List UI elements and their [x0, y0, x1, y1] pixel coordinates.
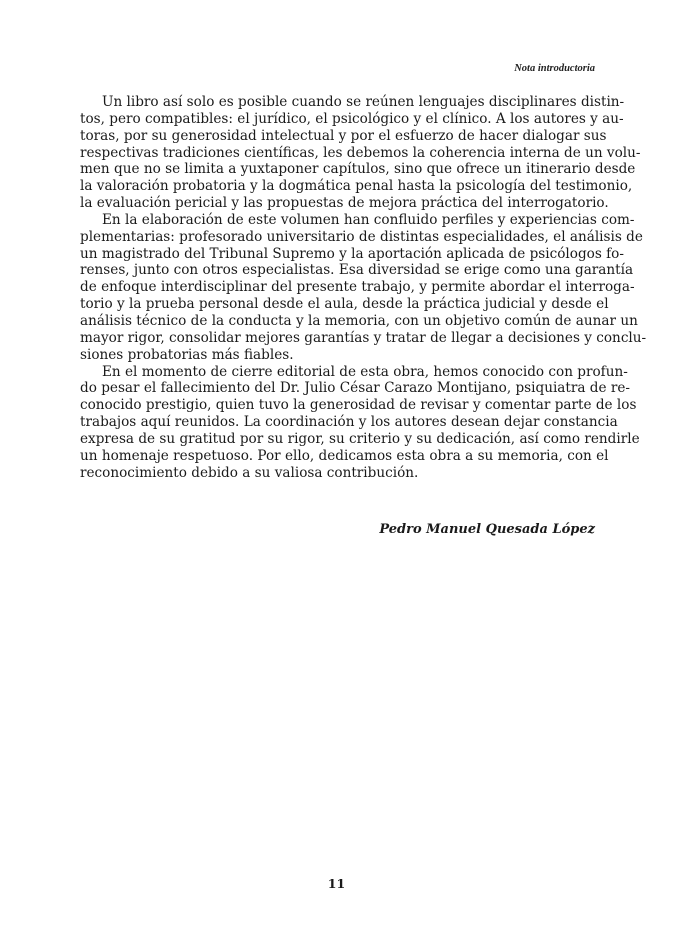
text-line: renses, junto con otros especialistas. Esa diversidad se erige como una garantía — [80, 262, 634, 279]
text-line: la valoración probatoria y la dogmática penal hasta la psicología del testimonio, — [80, 178, 633, 195]
paragraph-1 — [80, 94, 641, 212]
text-line: do pesar el fallecimiento del Dr. Julio César Carazo Montijano, psiquiatra de re- — [80, 380, 630, 397]
paragraph-2 — [80, 211, 647, 364]
text-line: men que no se limita a yuxtaponer capítulos, sino que ofrece un itinerario desde — [80, 161, 636, 178]
body-text — [80, 94, 647, 481]
text-line: Un libro así solo es posible cuando se reúnen lenguajes disciplinares distin- — [102, 94, 625, 110]
text-line: respectivas tradiciones científicas, les debemos la coherencia interna de un volu- — [80, 144, 641, 161]
text-line: En la elaboración de este volumen han confluido perfiles y experiencias com- — [102, 211, 635, 228]
text-line: torio y la prueba personal desde el aula, desde la práctica judicial y desde el — [80, 296, 609, 313]
text-line: trabajos aquí reunidos. La coordinación y los autores desean dejar constancia — [80, 414, 618, 431]
text-line: conocido prestigio, quien tuvo la generosidad de revisar y comentar parte de los — [80, 397, 637, 414]
text-line: reconocimiento debido a su valiosa contribución. — [80, 464, 419, 481]
text-line: tos, pero compatibles: el jurídico, el psicológico y el clínico. A los autores y au- — [80, 110, 624, 127]
paragraph-3 — [80, 363, 640, 482]
text-line: mayor rigor, consolidar mejores garantías y tratar de llegar a decisiones y conclu- — [80, 329, 647, 346]
running-header: Nota introductoria — [514, 63, 595, 74]
text-line: siones probatorias más fiables. — [80, 346, 294, 363]
text-line: En el momento de cierre editorial de esta obra, hemos conocido con profun- — [102, 363, 628, 380]
text-line: plementarias: profesorado universitario de distintas especialidades, el análisis de — [80, 228, 643, 245]
text-line: análisis técnico de la conducta y la memoria, con un objetivo común de aunar un — [80, 312, 638, 329]
text-line: expresa de su gratitud por su rigor, su criterio y su dedicación, así como rendirle — [80, 430, 640, 447]
text-line: un homenaje respetuoso. Por ello, dedicamos esta obra a su memoria, con el — [80, 447, 609, 464]
text-line: de enfoque interdisciplinar del presente trabajo, y permite abordar el interroga- — [80, 279, 635, 296]
text-line: la evaluación pericial y las propuestas de mejora práctica del interrogatorio. — [80, 195, 609, 212]
author-signature: Pedro Manuel Quesada López — [379, 522, 595, 537]
page-number: 11 — [327, 876, 346, 891]
text-line: toras, por su generosidad intelectual y por el esfuerzo de hacer dialogar sus — [80, 127, 607, 144]
text-line: un magistrado del Tribunal Supremo y la aportación aplicada de psicólogos fo- — [80, 245, 624, 262]
